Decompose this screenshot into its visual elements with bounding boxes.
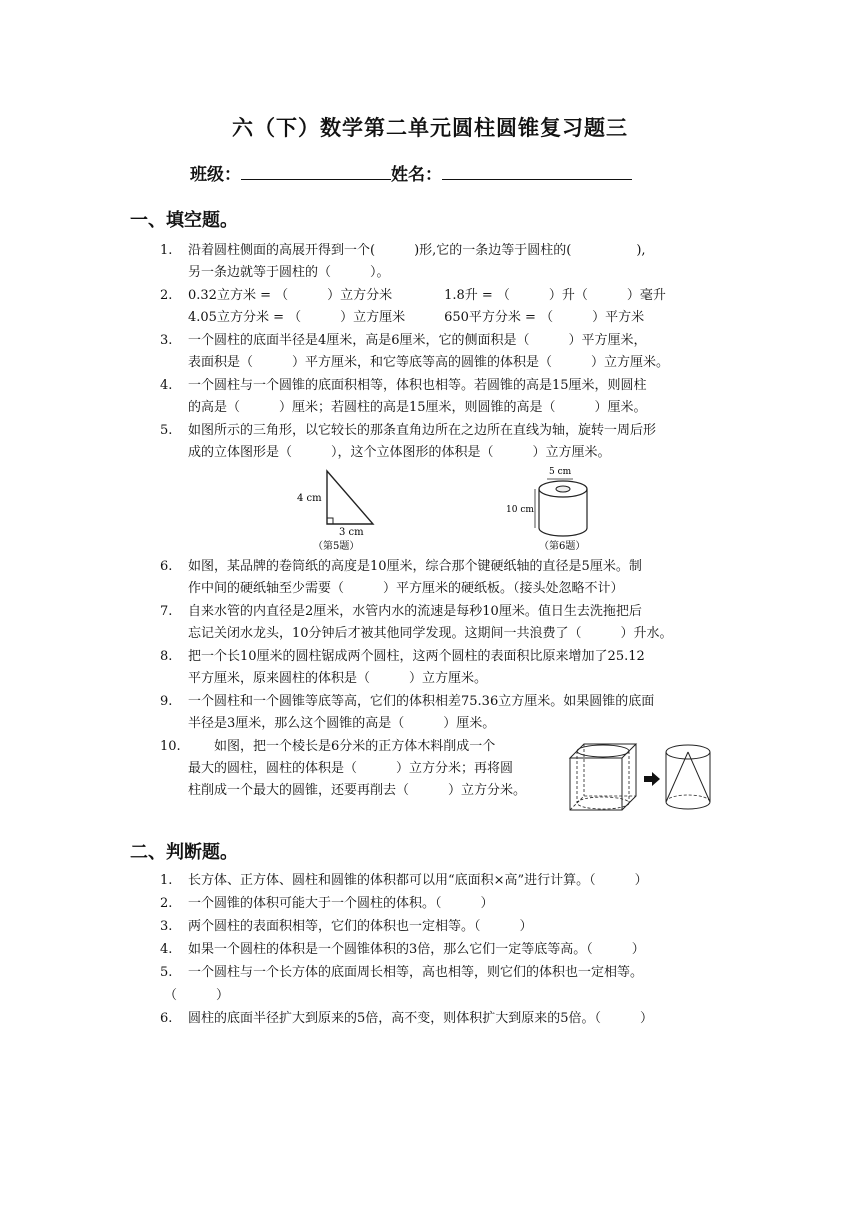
fill-question-6: 6. 如图，某品牌的卷筒纸的高度是10厘米，综合那个键硬纸轴的直径是5厘米。制 作中间的硬纸轴至少需要（ ）平方厘米的硬纸板。（接头处忽略不计） [160,559,642,596]
judge-question-2: 2. 一个圆锥的体积可能大于一个圆柱的体积。（ ） [160,896,494,911]
fill-question-7: 7. 自来水管的内直径是2厘米，水管内水的流速是每秒10厘米。值日生去洗拖把后 忘记关闭水龙头，10分钟后才被其他同学发现。这期间一共浪费了（ ）升水。 [160,604,673,641]
figure-6-caption: （第6题） [539,541,586,552]
figure-5-caption: （第5题） [313,541,360,552]
fill-question-3: 3. 一个圆柱的底面半径是4厘米，高是6厘米，它的侧面积是（ ）平方厘米， 表面积是（ ）平方厘米，和它等底等高的圆锥的体积是（ ）立方厘米。 [160,333,670,370]
judge-question-3: 3. 两个圆柱的表面积相等，它们的体积也一定相等。（ ） [160,919,533,934]
judge-question-6: 6. 圆柱的底面半径扩大到原来的5倍，高不变，则体积扩大到原来的5倍。（ ） [160,1011,654,1026]
name-label: 姓名： [391,165,442,185]
figure-q6 [505,464,615,560]
figure-q10 [566,738,726,822]
roll-top-label: 5 cm [549,467,572,477]
class-label: 班级： [190,165,241,185]
fill-question-8: 8. 把一个长10厘米的圆柱锯成两个圆柱，这两个圆柱的表面积比原来增加了25.12 平方厘米，原来圆柱的体积是（ ）立方厘米。 [160,649,645,686]
name-blank [442,163,632,180]
triangle-side-label: 4 cm [297,493,322,504]
fill-question-4: 4. 一个圆柱与一个圆锥的底面积相等，体积也相等。若圆锥的高是15厘米，则圆柱 的高是（ ）厘米；若圆柱的高是15厘米，则圆锥的高是（ ）厘米。 [160,378,647,415]
cube-to-cone-figure [566,738,726,818]
fill-question-10: 10. 如图，把一个棱长是6分米的正方体木料削成一个 最大的圆柱，圆柱的体积是（ ）立方分米；再将圆 柱削成一个最大的圆锥，还要再削去（ ）立方分米。 [160,739,527,798]
paper-roll-figure [505,464,615,556]
triangle-base-label: 3 cm [339,527,364,538]
section-judge-heading: 二、判断题。 [130,842,238,863]
triangle-figure [295,466,395,556]
fill-question-9: 9. 一个圆柱和一个圆锥等底等高，它们的体积相差75.36立方厘米。如果圆锥的底面 半径是3厘米，那么这个圆锥的高是（ ）厘米。 [160,694,655,731]
student-info [190,160,632,185]
roll-height-label: 10 cm [506,505,534,515]
judge-question-5-bracket: （ ） [164,988,230,1003]
figure-q5 [295,466,395,560]
page-title: 六（下）数学第二单元圆柱圆锥复习题三 [232,116,628,140]
judge-question-1: 1. 长方体、正方体、圆柱和圆锥的体积都可以用“底面积×高”进行计算。（ ） [160,873,648,888]
judge-question-5: 5. 一个圆柱与一个长方体的底面周长相等，高也相等，则它们的体积也一定相等。 [160,965,644,980]
fill-question-1: 1. 沿着圆柱侧面的高展开得到一个( )形,它的一条边等于圆柱的( ), 另一条边就等于圆柱的（ ）。 [160,243,646,280]
fill-question-5: 5. 如图所示的三角形，以它较长的那条直角边所在之边所在直线为轴，旋转一周后形 成的立体图形是（ ），这个立体图形的体积是（ ）立方厘米。 [160,423,657,460]
section-fill-heading: 一、填空题。 [130,210,238,231]
class-blank [241,163,391,180]
judge-question-4: 4. 如果一个圆柱的体积是一个圆锥体积的3倍，那么它们一定等底等高。（ ） [160,942,645,957]
fill-question-2: 2. 0.32立方米 = （ ）立方分米 1.8升 = （ ）升（ ）毫升 4.05立方分米 = （ ）立方厘米 650平方分米 = （ ）平方米 [160,288,666,325]
